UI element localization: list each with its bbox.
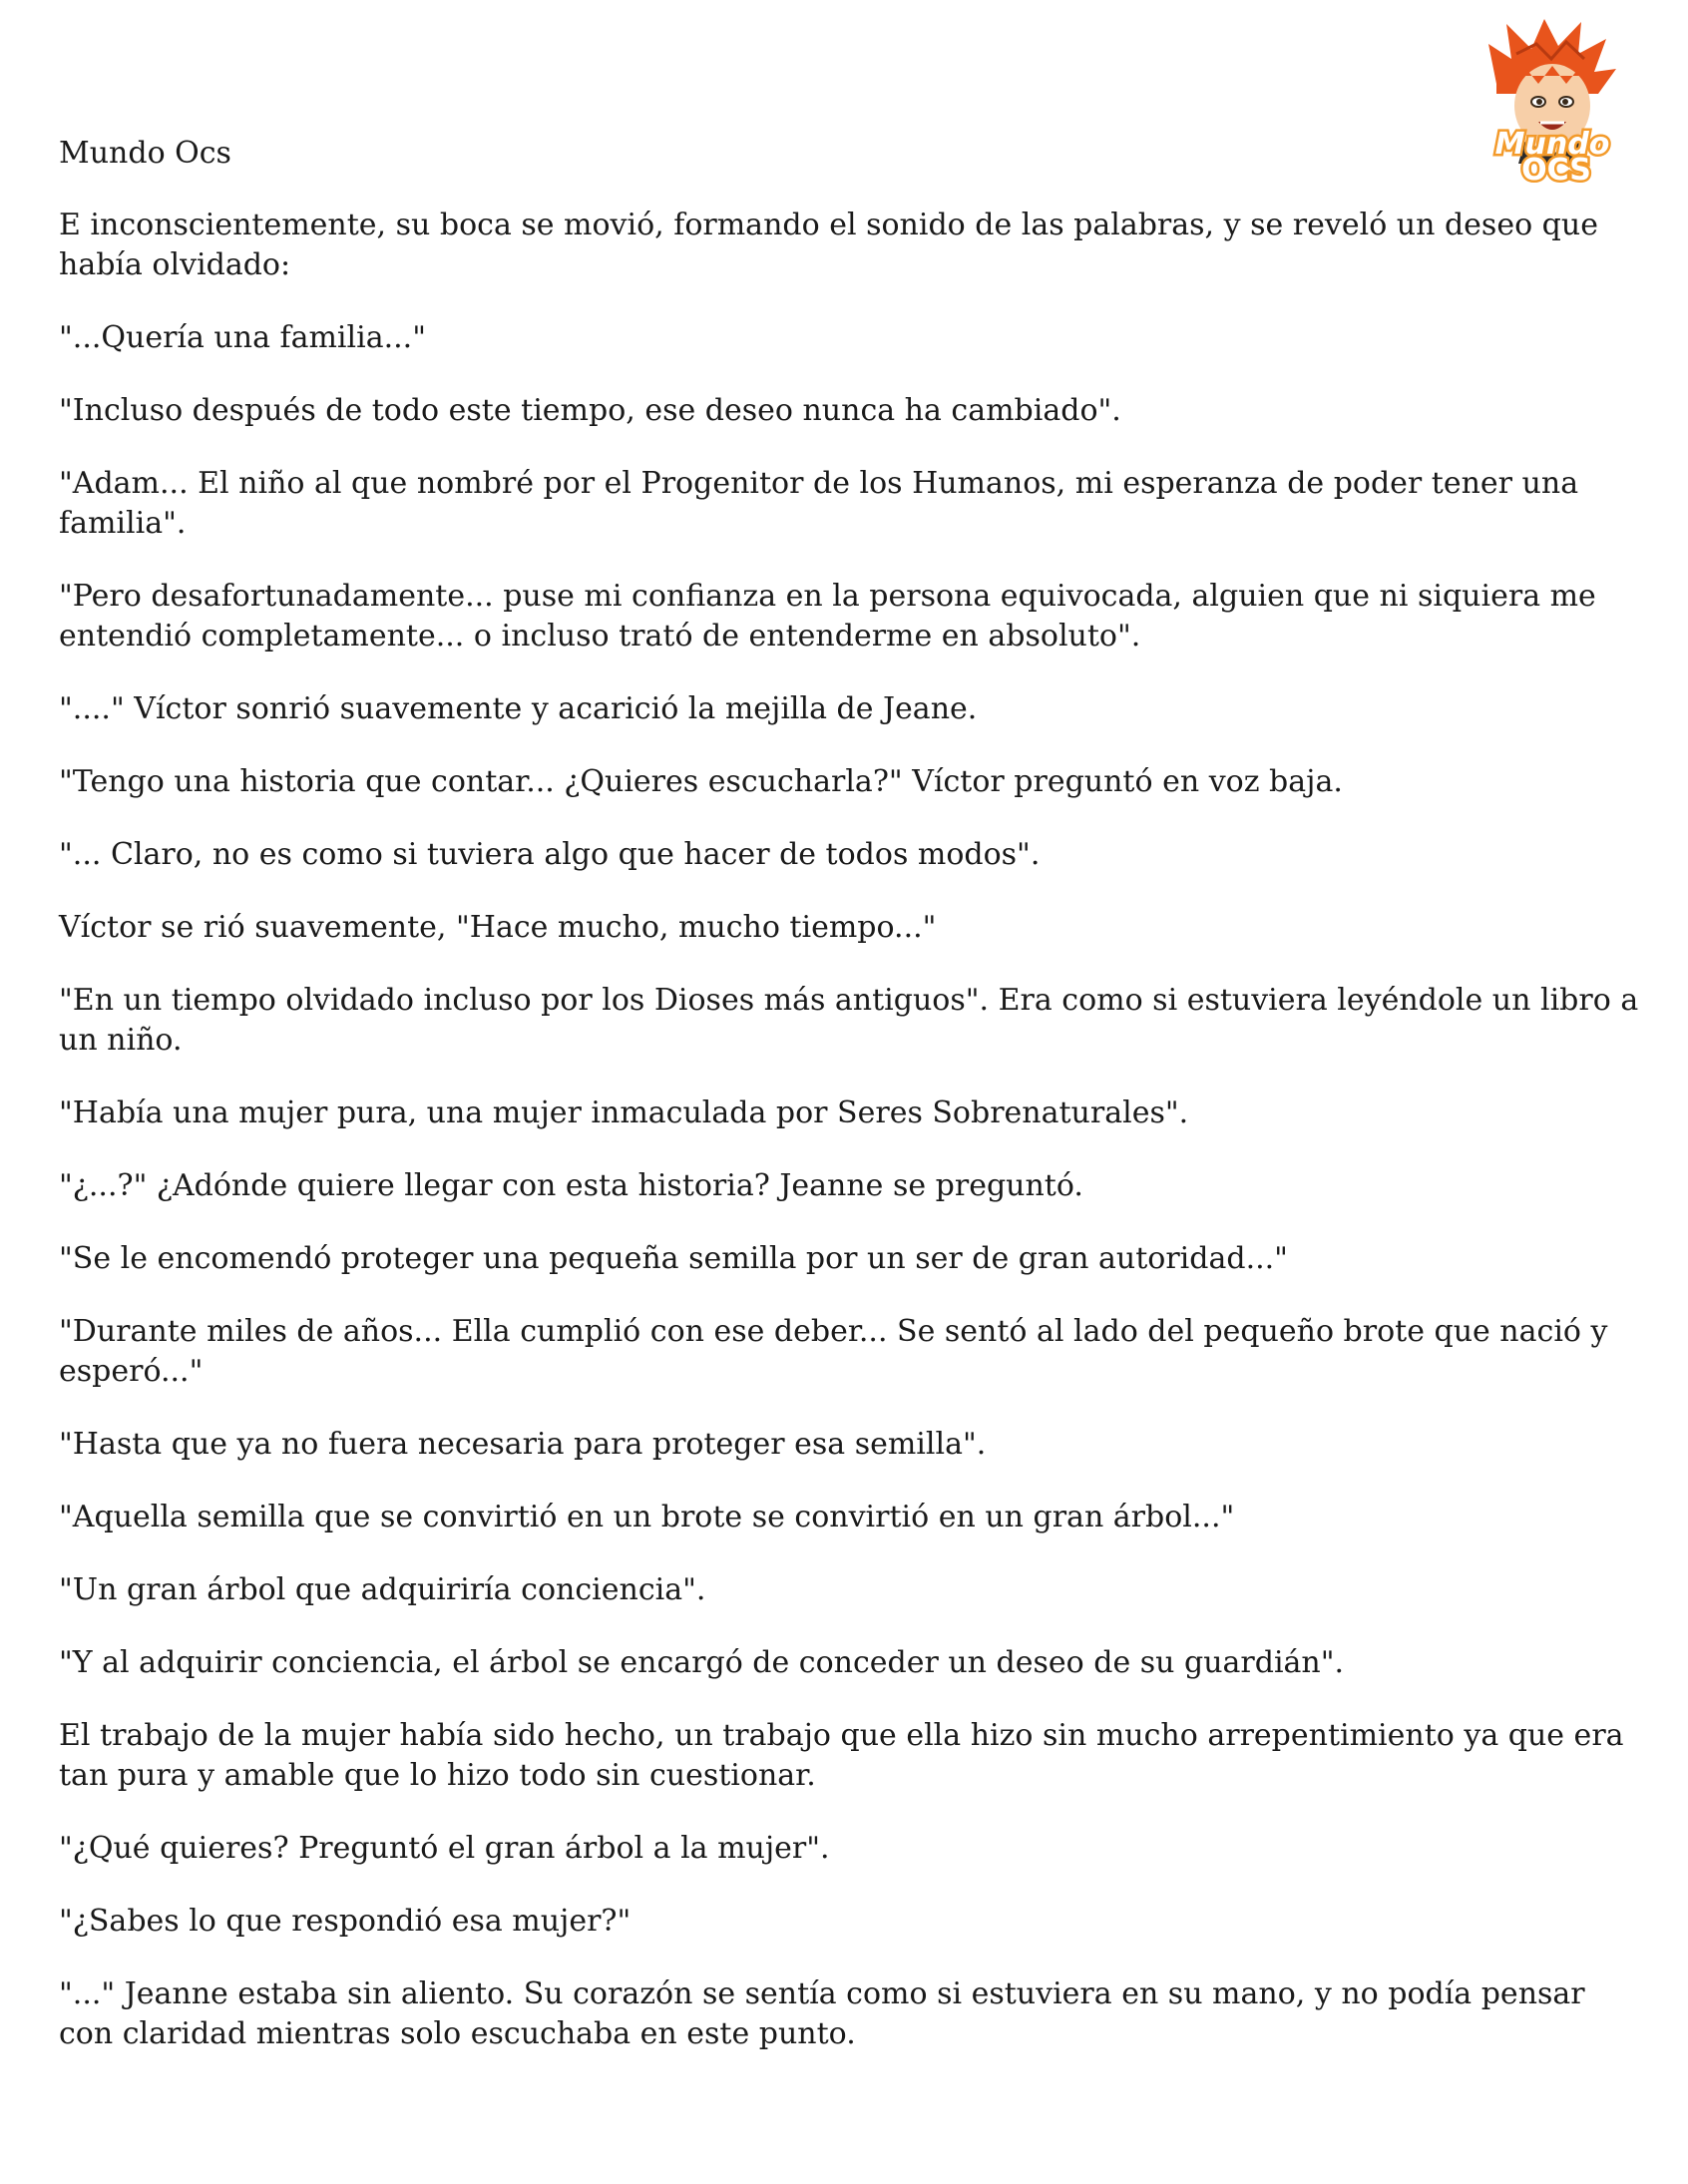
paragraph: "Incluso después de todo este tiempo, ese deseo nunca ha cambiado". bbox=[59, 393, 1121, 428]
paragraph: "Tengo una historia que contar... ¿Quieres escucharla?" Víctor preguntó en voz baja. bbox=[59, 764, 1343, 799]
mundo-ocs-logo bbox=[1467, 14, 1638, 184]
paragraph: "¿Sabes lo que respondió esa mujer?" bbox=[59, 1904, 632, 1939]
paragraph: "Había una mujer pura, una mujer inmaculada por Seres Sobrenaturales". bbox=[59, 1095, 1189, 1130]
logo-text-mundo: Mundo bbox=[1494, 127, 1610, 162]
paragraph: El trabajo de la mujer había sido hecho, un trabajo que ella hizo sin mucho arrepentimiento ya que era tan pura y amable que lo hizo todo sin cuestionar. bbox=[59, 1718, 1624, 1793]
paragraph: "Aquella semilla que se convirtió en un brote se convirtió en un gran árbol..." bbox=[59, 1500, 1235, 1534]
paragraph: "En un tiempo olvidado incluso por los Dioses más antiguos". Era como si estuviera leyéndole un libro a un niño. bbox=[59, 983, 1639, 1058]
paragraph: "¿Qué quieres? Preguntó el gran árbol a la mujer". bbox=[59, 1831, 830, 1866]
paragraph: "Un gran árbol que adquiriría conciencia". bbox=[59, 1572, 706, 1607]
paragraph: "Hasta que ya no fuera necesaria para proteger esa semilla". bbox=[59, 1427, 987, 1462]
paragraph: "Pero desafortunadamente... puse mi confianza en la persona equivocada, alguien que ni siquiera me entendió completamente... o incluso trató de entenderme en absoluto". bbox=[59, 579, 1596, 654]
page-header-title: Mundo Ocs bbox=[59, 136, 231, 171]
paragraph: "Durante miles de años... Ella cumplió con ese deber... Se sentó al lado del pequeño brote que nació y esperó..." bbox=[59, 1314, 1608, 1389]
paragraph: "...Quería una familia..." bbox=[59, 320, 427, 355]
story-text-body bbox=[59, 206, 1645, 2087]
paragraph: "Se le encomendó proteger una pequeña semilla por un ser de gran autoridad..." bbox=[59, 1241, 1288, 1276]
paragraph: "¿...?" ¿Adónde quiere llegar con esta historia? Jeanne se preguntó. bbox=[59, 1168, 1083, 1203]
paragraph: Víctor se rió suavemente, "Hace mucho, mucho tiempo..." bbox=[59, 910, 937, 945]
paragraph: "...." Víctor sonrió suavemente y acarició la mejilla de Jeane. bbox=[59, 691, 978, 726]
paragraph: "Y al adquirir conciencia, el árbol se encargó de conceder un deseo de su guardián". bbox=[59, 1645, 1345, 1680]
paragraph: E inconscientemente, su boca se movió, formando el sonido de las palabras, y se reveló un deseo que había olvidado: bbox=[59, 208, 1598, 282]
paragraph: "... Claro, no es como si tuviera algo que hacer de todos modos". bbox=[59, 837, 1041, 872]
logo-text-ocs: OCS bbox=[1521, 153, 1591, 184]
paragraph: "..." Jeanne estaba sin aliento. Su corazón se sentía como si estuviera en su mano, y no podía pensar con claridad mientras solo escuchaba en este punto. bbox=[59, 1976, 1585, 2051]
paragraph: "Adam... El niño al que nombré por el Progenitor de los Humanos, mi esperanza de poder tener una familia". bbox=[59, 466, 1579, 541]
